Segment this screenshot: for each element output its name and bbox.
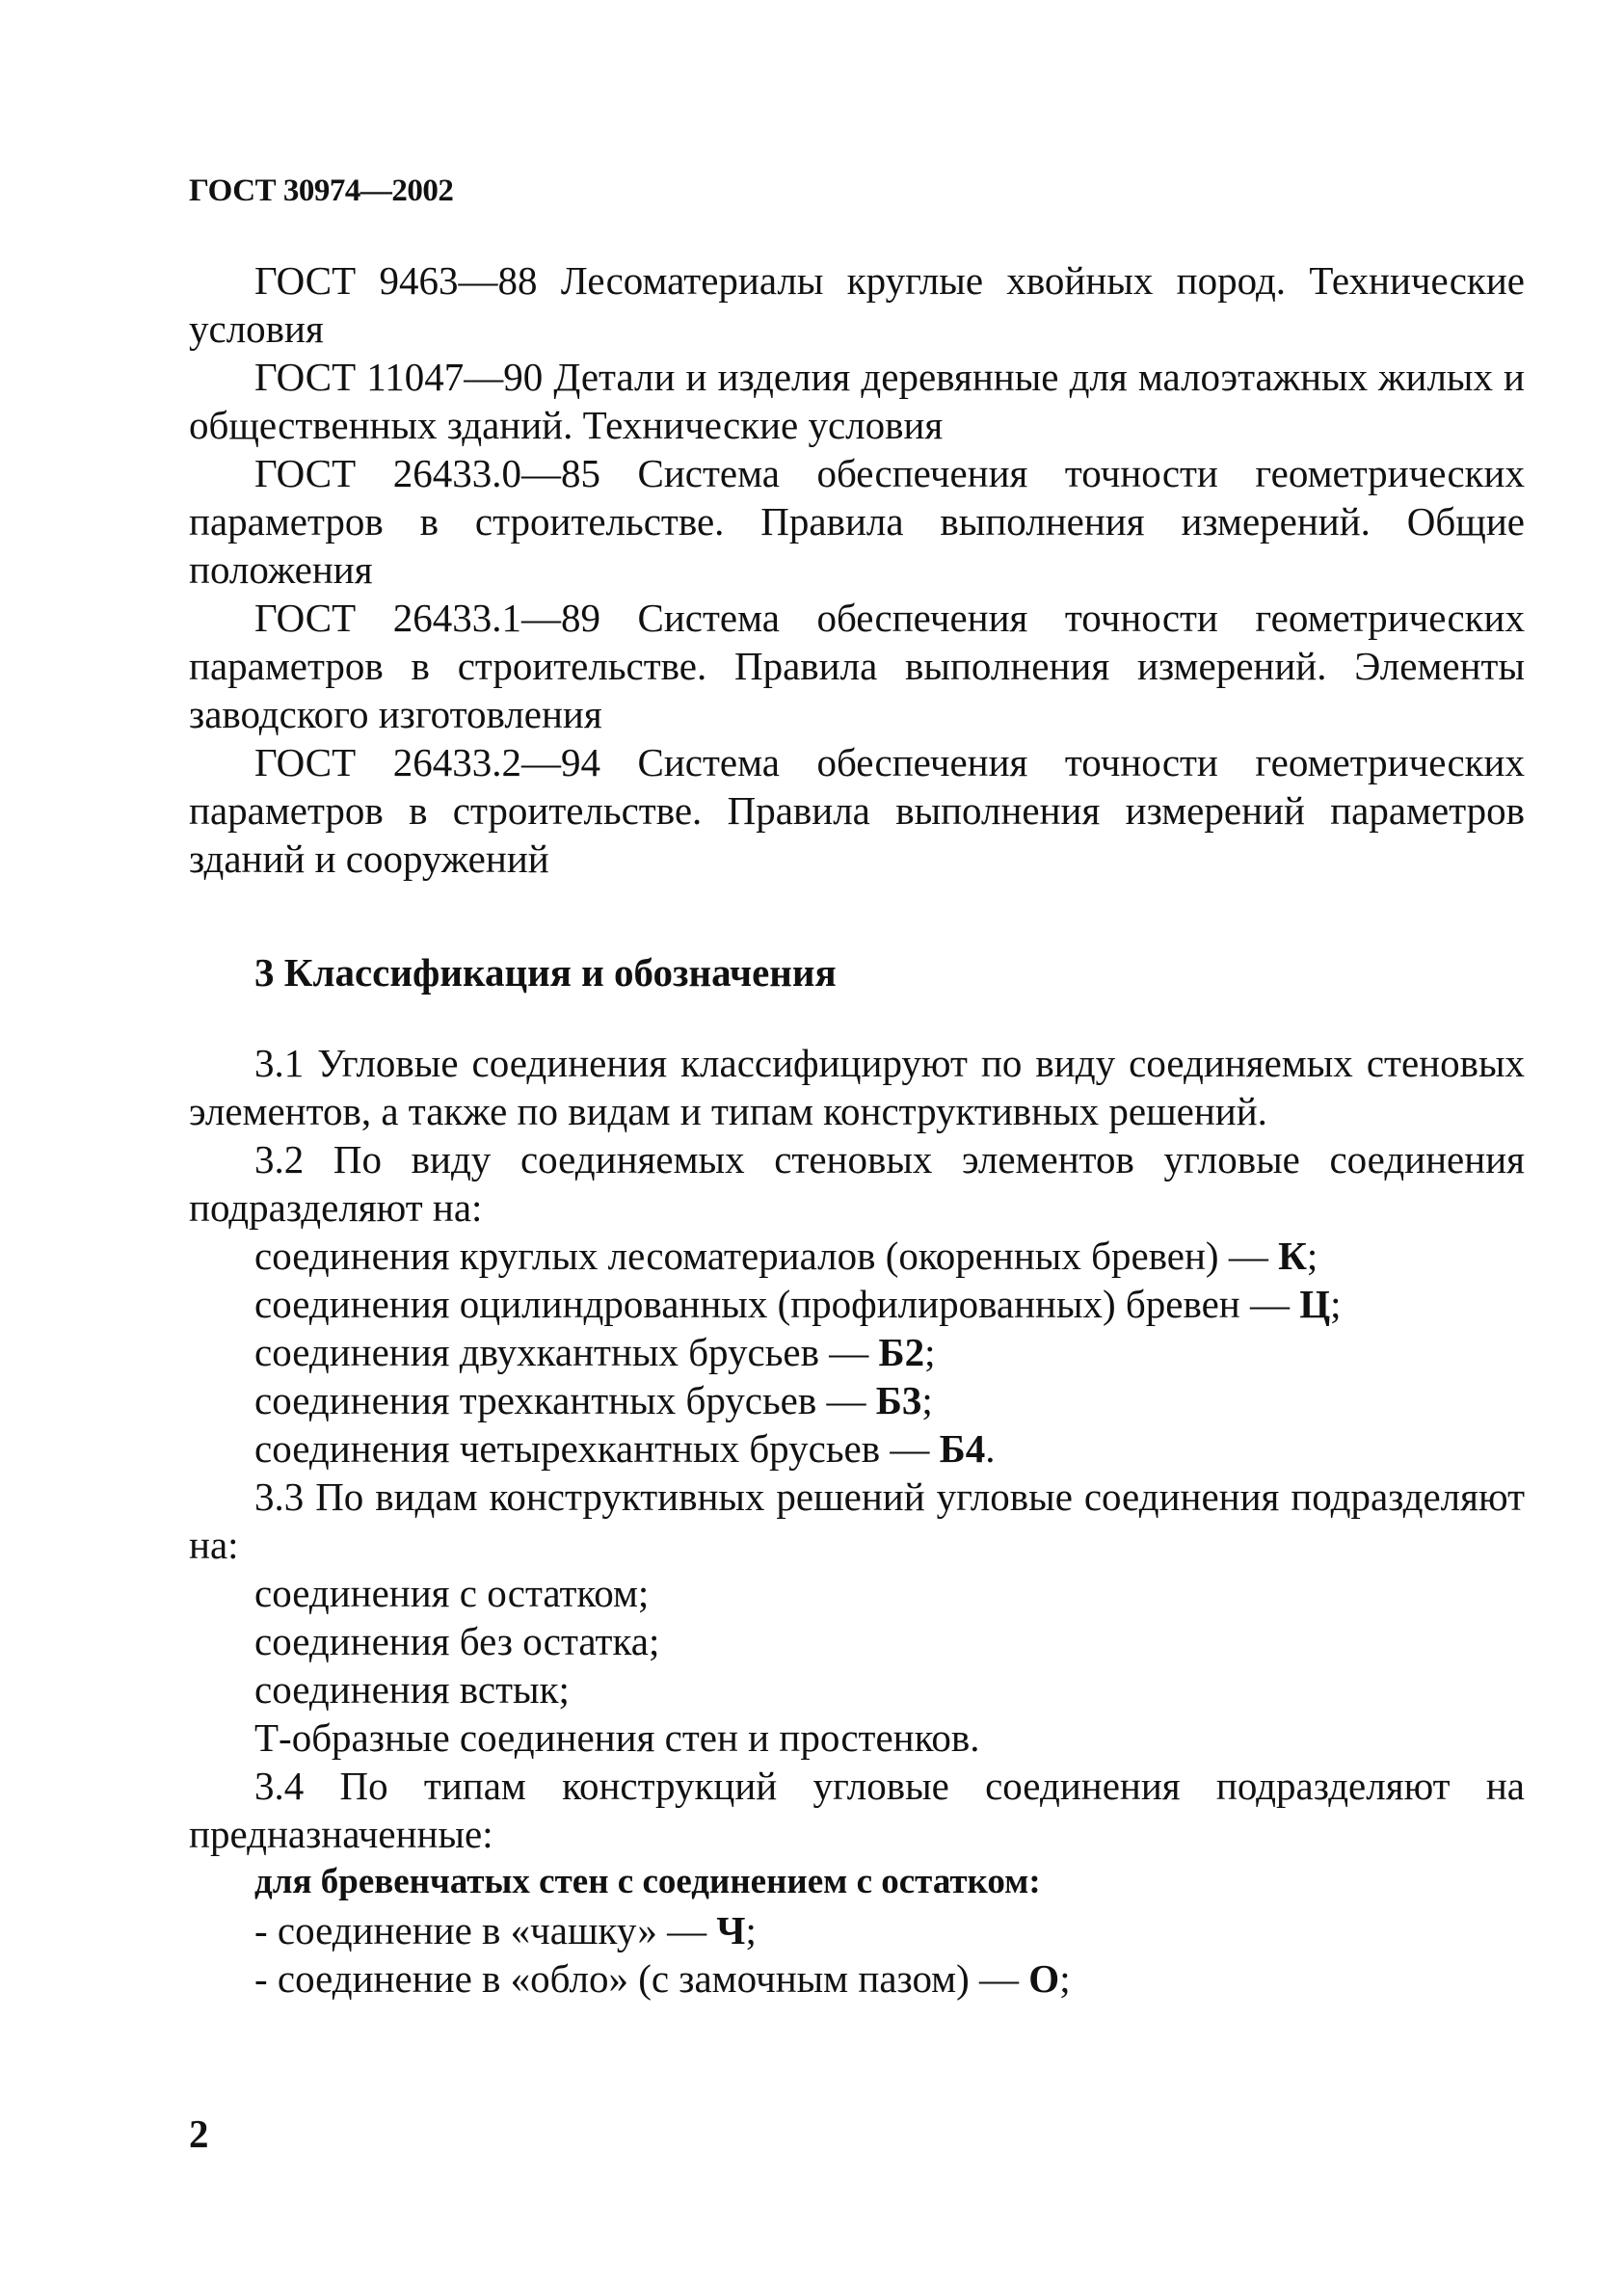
designation-code: Б2 xyxy=(878,1330,925,1374)
list-item: соединения четырехкантных брусьев — Б4. xyxy=(254,1426,996,1471)
list-item: соединения трехкантных брусьев — Б3; xyxy=(254,1378,933,1422)
section-content xyxy=(189,1039,1525,2003)
document-header: ГОСТ 30974—2002 xyxy=(189,173,454,208)
paragraph-3-1: 3.1 Угловые соединения классифицируют по виду соединяемых стеновых элементов, а также по видам и типам конструктивных решений. xyxy=(189,1041,1525,1133)
section-title: 3 Классификация и обозначения xyxy=(254,950,837,995)
reference-item: ГОСТ 9463—88 Лесоматериалы круглые хвойных пород. Технические условия xyxy=(189,258,1525,351)
list-item: соединения круглых лесоматериалов (окоренных бревен) — К; xyxy=(254,1234,1318,1278)
paragraph-3-3: 3.3 По видам конструктивных решений угловые соединения подразделяют на: xyxy=(189,1474,1525,1567)
references-list xyxy=(189,256,1525,883)
list-item: соединения с остатком; xyxy=(254,1571,650,1615)
page-number: 2 xyxy=(189,2111,209,2156)
list-item: соединения оцилиндрованных (профилированных) бревен — Ц; xyxy=(254,1282,1342,1326)
reference-item: ГОСТ 26433.2—94 Система обеспечения точности геометрических параметров в строительстве. Правила выполнения измерений параметров зданий и сооружений xyxy=(189,740,1525,881)
paragraph-3-2: 3.2 По виду соединяемых стеновых элементов угловые соединения подразделяют на: xyxy=(189,1137,1525,1230)
designation-code: О xyxy=(1028,1956,1060,2001)
designation-code: Ц xyxy=(1299,1282,1331,1326)
reference-item: ГОСТ 26433.1—89 Система обеспечения точности геометрических параметров в строительстве. Правила выполнения измерений. Элементы заводского изготовления xyxy=(189,596,1525,736)
list-item: Т-образные соединения стен и простенков. xyxy=(254,1715,980,1760)
list-item: соединения встык; xyxy=(254,1667,570,1712)
list-item: - соединение в «чашку» — Ч; xyxy=(254,1908,757,1952)
list-item: - соединение в «обло» (с замочным пазом) — О; xyxy=(254,1956,1071,2001)
list-item: соединения двухкантных брусьев — Б2; xyxy=(254,1330,936,1374)
reference-item: ГОСТ 11047—90 Детали и изделия деревянные для малоэтажных жилых и общественных зданий. Технические условия xyxy=(189,355,1525,447)
designation-code: Б4 xyxy=(939,1426,986,1471)
list-item: соединения без остатка; xyxy=(254,1619,660,1663)
designation-code: Ч xyxy=(716,1908,746,1952)
designation-code: К xyxy=(1278,1234,1307,1278)
paragraph-3-4: 3.4 По типам конструкций угловые соединения подразделяют на предназначенные: xyxy=(189,1764,1525,1856)
reference-item: ГОСТ 26433.0—85 Система обеспечения точности геометрических параметров в строительстве. Правила выполнения измерений. Общие положения xyxy=(189,451,1525,592)
subheading: для бревенчатых стен с соединением с остатком: xyxy=(254,1862,1041,1901)
designation-code: Б3 xyxy=(875,1378,922,1422)
